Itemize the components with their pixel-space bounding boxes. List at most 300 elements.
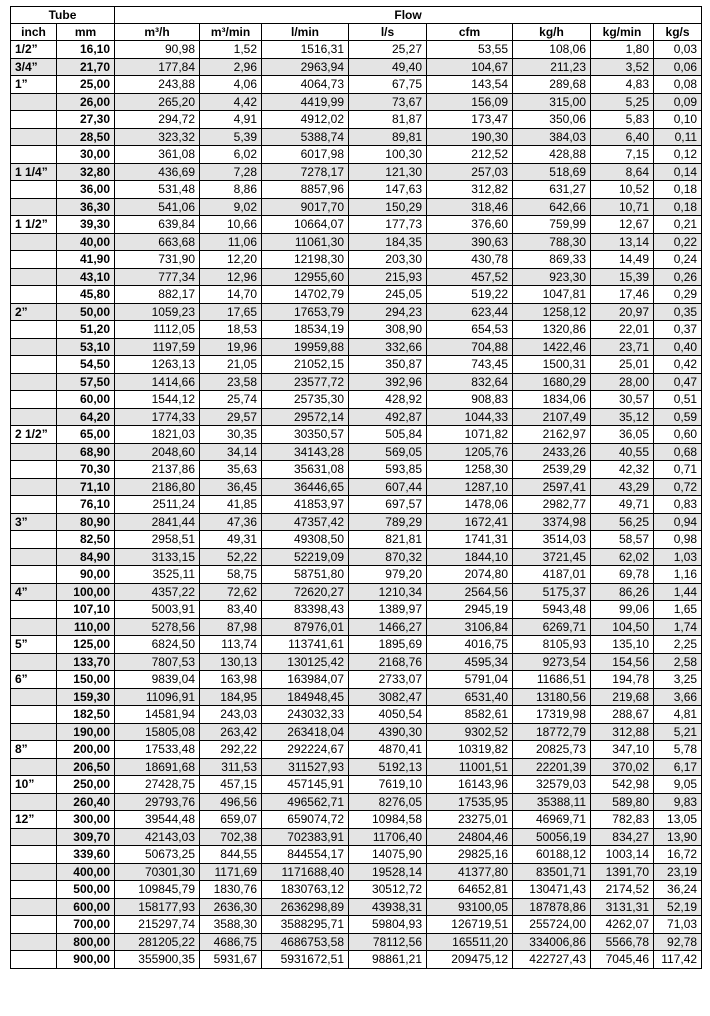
flow-value-cell: 9273,54 <box>513 653 591 671</box>
flow-value-cell: 53,55 <box>427 41 513 59</box>
flow-value-cell: 5943,48 <box>513 601 591 619</box>
flow-value-cell: 15805,08 <box>115 723 200 741</box>
flow-value-cell: 130471,43 <box>513 881 591 899</box>
flow-value-cell: 1,16 <box>654 566 702 584</box>
flow-value-cell: 10664,07 <box>262 216 349 234</box>
mm-cell: 339,60 <box>57 846 115 864</box>
inch-cell: 1/2” <box>11 41 57 59</box>
flow-value-cell: 265,20 <box>115 93 200 111</box>
flow-value-cell: 3133,15 <box>115 548 200 566</box>
flow-value-cell: 98861,21 <box>349 951 427 969</box>
inch-cell: 6” <box>11 671 57 689</box>
flow-value-cell: 4419,99 <box>262 93 349 111</box>
flow-value-cell: 11686,51 <box>513 671 591 689</box>
flow-value-cell: 8857,96 <box>262 181 349 199</box>
table-row <box>11 163 702 181</box>
table-row <box>11 811 702 829</box>
flow-value-cell: 184948,45 <box>262 688 349 706</box>
flow-value-cell: 1263,13 <box>115 356 200 374</box>
flow-value-cell: 215,93 <box>349 268 427 286</box>
flow-value-cell: 2168,76 <box>349 653 427 671</box>
table-row <box>11 391 702 409</box>
flow-value-cell: 58,75 <box>200 566 262 584</box>
flow-value-cell: 243032,33 <box>262 706 349 724</box>
table-row <box>11 916 702 934</box>
flow-value-cell: 20825,73 <box>513 741 591 759</box>
flow-value-cell: 72,62 <box>200 583 262 601</box>
flow-value-cell: 29825,16 <box>427 846 513 864</box>
flow-value-cell: 0,24 <box>654 251 702 269</box>
flow-value-cell: 289,68 <box>513 76 591 94</box>
inch-cell <box>11 496 57 514</box>
flow-value-cell: 2137,86 <box>115 461 200 479</box>
table-row <box>11 216 702 234</box>
flow-value-cell: 177,84 <box>115 58 200 76</box>
flow-value-cell: 34,14 <box>200 443 262 461</box>
flow-value-cell: 0,98 <box>654 531 702 549</box>
flow-value-cell: 2174,52 <box>591 881 654 899</box>
flow-value-cell: 631,27 <box>513 181 591 199</box>
flow-value-cell: 8276,05 <box>349 793 427 811</box>
flow-value-cell: 844554,17 <box>262 846 349 864</box>
flow-value-cell: 29,57 <box>200 408 262 426</box>
flow-value-cell: 87976,01 <box>262 618 349 636</box>
flow-value-cell: 25735,30 <box>262 391 349 409</box>
flow-value-cell: 13180,56 <box>513 688 591 706</box>
flow-value-cell: 2841,44 <box>115 513 200 531</box>
flow-value-cell: 21,05 <box>200 356 262 374</box>
flow-value-cell: 6531,40 <box>427 688 513 706</box>
flow-value-cell: 4187,01 <box>513 566 591 584</box>
inch-cell <box>11 933 57 951</box>
inch-cell: 1 1/4” <box>11 163 57 181</box>
flow-value-cell: 212,52 <box>427 146 513 164</box>
inch-cell: 8” <box>11 741 57 759</box>
inch-cell <box>11 531 57 549</box>
flow-value-cell: 72620,27 <box>262 583 349 601</box>
flow-value-cell: 10319,82 <box>427 741 513 759</box>
flow-value-cell: 83,40 <box>200 601 262 619</box>
flow-value-cell: 17653,79 <box>262 303 349 321</box>
flow-value-cell: 19528,14 <box>349 863 427 881</box>
mm-cell: 182,50 <box>57 706 115 724</box>
inch-cell <box>11 881 57 899</box>
flow-value-cell: 312,88 <box>591 723 654 741</box>
flow-value-cell: 16143,96 <box>427 776 513 794</box>
flow-value-cell: 29572,14 <box>262 408 349 426</box>
flow-value-cell: 281205,22 <box>115 933 200 951</box>
tube-group-header: Tube <box>11 7 115 24</box>
flow-value-cell: 6,40 <box>591 128 654 146</box>
inch-cell <box>11 653 57 671</box>
flow-value-cell: 659,07 <box>200 811 262 829</box>
flow-value-cell: 834,27 <box>591 828 654 846</box>
mm-cell: 800,00 <box>57 933 115 951</box>
inch-cell: 1 1/2” <box>11 216 57 234</box>
inch-cell <box>11 601 57 619</box>
table-row <box>11 706 702 724</box>
flow-value-cell: 17,65 <box>200 303 262 321</box>
flow-value-cell: 257,03 <box>427 163 513 181</box>
flow-value-cell: 1258,30 <box>427 461 513 479</box>
flow-value-cell: 14581,94 <box>115 706 200 724</box>
table-row <box>11 671 702 689</box>
flow-value-cell: 5566,78 <box>591 933 654 951</box>
flow-value-cell: 36,05 <box>591 426 654 444</box>
flow-value-cell: 22201,39 <box>513 758 591 776</box>
flow-value-cell: 100,30 <box>349 146 427 164</box>
table-row <box>11 321 702 339</box>
flow-value-cell: 5931,67 <box>200 951 262 969</box>
flow-value-cell: 4390,30 <box>349 723 427 741</box>
table-row <box>11 846 702 864</box>
flow-value-cell: 9017,70 <box>262 198 349 216</box>
mm-cell: 50,00 <box>57 303 115 321</box>
flow-value-cell: 308,90 <box>349 321 427 339</box>
table-row <box>11 233 702 251</box>
mm-cell: 71,10 <box>57 478 115 496</box>
inch-cell <box>11 846 57 864</box>
flow-value-cell: 4870,41 <box>349 741 427 759</box>
flow-value-cell: 14075,90 <box>349 846 427 864</box>
inch-cell <box>11 863 57 881</box>
mm-cell: 76,10 <box>57 496 115 514</box>
flow-value-cell: 2048,60 <box>115 443 200 461</box>
flow-value-cell: 496562,71 <box>262 793 349 811</box>
flow-value-cell: 1,52 <box>200 41 262 59</box>
flow-value-cell: 2597,41 <box>513 478 591 496</box>
flow-value-cell: 81,87 <box>349 111 427 129</box>
flow-value-cell: 0,03 <box>654 41 702 59</box>
flow-value-cell: 5,25 <box>591 93 654 111</box>
flow-value-cell: 34143,28 <box>262 443 349 461</box>
flow-value-cell: 2162,97 <box>513 426 591 444</box>
header-row-groups <box>11 7 702 24</box>
flow-value-cell: 1422,46 <box>513 338 591 356</box>
flow-value-cell: 35388,11 <box>513 793 591 811</box>
flow-value-cell: 1672,41 <box>427 513 513 531</box>
table-row <box>11 898 702 916</box>
flow-value-cell: 17535,95 <box>427 793 513 811</box>
flow-value-cell: 8,64 <box>591 163 654 181</box>
flow-value-cell: 743,45 <box>427 356 513 374</box>
flow-value-cell: 4,83 <box>591 76 654 94</box>
flow-value-cell: 117,42 <box>654 951 702 969</box>
inch-cell <box>11 951 57 969</box>
flow-value-cell: 6824,50 <box>115 636 200 654</box>
flow-value-cell: 41853,97 <box>262 496 349 514</box>
mm-cell: 27,30 <box>57 111 115 129</box>
flow-value-cell: 4016,75 <box>427 636 513 654</box>
flow-value-cell: 43938,31 <box>349 898 427 916</box>
mm-cell: 68,90 <box>57 443 115 461</box>
flow-value-cell: 1391,70 <box>591 863 654 881</box>
flow-value-cell: 13,14 <box>591 233 654 251</box>
flow-value-cell: 436,69 <box>115 163 200 181</box>
table-row <box>11 583 702 601</box>
mm-cell: 200,00 <box>57 741 115 759</box>
flow-value-cell: 7619,10 <box>349 776 427 794</box>
flow-value-cell: 2963,94 <box>262 58 349 76</box>
flow-value-cell: 211,23 <box>513 58 591 76</box>
mm-cell: 260,40 <box>57 793 115 811</box>
header-row-units <box>11 24 702 41</box>
table-row <box>11 723 702 741</box>
flow-value-cell: 0,11 <box>654 128 702 146</box>
inch-cell <box>11 181 57 199</box>
flow-value-cell: 355900,35 <box>115 951 200 969</box>
flow-value-cell: 62,02 <box>591 548 654 566</box>
flow-value-cell: 130,13 <box>200 653 262 671</box>
flow-value-cell: 56,25 <box>591 513 654 531</box>
mm-cell: 300,00 <box>57 811 115 829</box>
flow-value-cell: 69,78 <box>591 566 654 584</box>
flow-value-cell: 40,55 <box>591 443 654 461</box>
flow-value-cell: 542,98 <box>591 776 654 794</box>
flow-value-cell: 607,44 <box>349 478 427 496</box>
flow-value-cell: 7278,17 <box>262 163 349 181</box>
flow-value-cell: 4064,73 <box>262 76 349 94</box>
flow-value-cell: 654,53 <box>427 321 513 339</box>
flow-value-cell: 7,28 <box>200 163 262 181</box>
flow-value-cell: 60188,12 <box>513 846 591 864</box>
table-row <box>11 688 702 706</box>
flow-value-cell: 311527,93 <box>262 758 349 776</box>
flow-value-cell: 376,60 <box>427 216 513 234</box>
flow-value-cell: 292224,67 <box>262 741 349 759</box>
flow-value-cell: 187878,86 <box>513 898 591 916</box>
table-row <box>11 793 702 811</box>
flow-value-cell: 64652,81 <box>427 881 513 899</box>
flow-value-cell: 0,08 <box>654 76 702 94</box>
flow-value-cell: 47,36 <box>200 513 262 531</box>
flow-value-cell: 370,02 <box>591 758 654 776</box>
inch-cell: 2 1/2” <box>11 426 57 444</box>
flow-value-cell: 323,32 <box>115 128 200 146</box>
inch-cell <box>11 618 57 636</box>
flow-value-cell: 49,31 <box>200 531 262 549</box>
mm-column-header: mm <box>57 24 115 41</box>
flow-value-cell: 11061,30 <box>262 233 349 251</box>
inch-cell: 3/4” <box>11 58 57 76</box>
flow-group-header: Flow <box>115 7 702 24</box>
unit-column-header: cfm <box>427 24 513 41</box>
mm-cell: 57,50 <box>57 373 115 391</box>
flow-value-cell: 821,81 <box>349 531 427 549</box>
mm-cell: 90,00 <box>57 566 115 584</box>
flow-value-cell: 505,84 <box>349 426 427 444</box>
flow-value-cell: 104,50 <box>591 618 654 636</box>
flow-value-cell: 173,47 <box>427 111 513 129</box>
flow-value-cell: 7045,46 <box>591 951 654 969</box>
flow-value-cell: 147,63 <box>349 181 427 199</box>
mm-cell: 28,50 <box>57 128 115 146</box>
flow-value-cell: 78112,56 <box>349 933 427 951</box>
flow-value-cell: 49,40 <box>349 58 427 76</box>
flow-value-cell: 4912,02 <box>262 111 349 129</box>
flow-value-cell: 18772,79 <box>513 723 591 741</box>
flow-value-cell: 154,56 <box>591 653 654 671</box>
flow-value-cell: 1544,12 <box>115 391 200 409</box>
flow-value-cell: 288,67 <box>591 706 654 724</box>
flow-value-cell: 0,68 <box>654 443 702 461</box>
flow-value-cell: 639,84 <box>115 216 200 234</box>
flow-value-cell: 10,71 <box>591 198 654 216</box>
flow-value-cell: 731,90 <box>115 251 200 269</box>
flow-value-cell: 2636,30 <box>200 898 262 916</box>
flow-value-cell: 2958,51 <box>115 531 200 549</box>
flow-value-cell: 52,19 <box>654 898 702 916</box>
flow-value-cell: 24804,46 <box>427 828 513 846</box>
flow-value-cell: 659074,72 <box>262 811 349 829</box>
flow-value-cell: 10,66 <box>200 216 262 234</box>
flow-value-cell: 6017,98 <box>262 146 349 164</box>
flow-value-cell: 1834,06 <box>513 391 591 409</box>
flow-value-cell: 11001,51 <box>427 758 513 776</box>
flow-value-cell: 759,99 <box>513 216 591 234</box>
flow-value-cell: 908,83 <box>427 391 513 409</box>
flow-value-cell: 14,49 <box>591 251 654 269</box>
mm-cell: 43,10 <box>57 268 115 286</box>
flow-value-cell: 0,71 <box>654 461 702 479</box>
inch-cell: 1” <box>11 76 57 94</box>
flow-value-cell: 315,00 <box>513 93 591 111</box>
table-row <box>11 408 702 426</box>
flow-value-cell: 428,92 <box>349 391 427 409</box>
flow-value-cell: 35,12 <box>591 408 654 426</box>
inch-cell <box>11 321 57 339</box>
flow-value-cell: 1500,31 <box>513 356 591 374</box>
flow-value-cell: 126719,51 <box>427 916 513 934</box>
flow-value-cell: 0,12 <box>654 146 702 164</box>
unit-column-header: kg/s <box>654 24 702 41</box>
flow-value-cell: 0,83 <box>654 496 702 514</box>
flow-value-cell: 2511,24 <box>115 496 200 514</box>
flow-value-cell: 35631,08 <box>262 461 349 479</box>
flow-value-cell: 49308,50 <box>262 531 349 549</box>
table-row <box>11 128 702 146</box>
inch-cell <box>11 286 57 304</box>
flow-value-cell: 14,70 <box>200 286 262 304</box>
flow-value-cell: 30350,57 <box>262 426 349 444</box>
flow-value-cell: 25,74 <box>200 391 262 409</box>
flow-value-cell: 20,97 <box>591 303 654 321</box>
flow-conversion-table <box>10 6 702 969</box>
flow-value-cell: 1516,31 <box>262 41 349 59</box>
table-row <box>11 758 702 776</box>
inch-cell <box>11 391 57 409</box>
flow-value-cell: 3374,98 <box>513 513 591 531</box>
flow-value-cell: 5003,91 <box>115 601 200 619</box>
flow-value-cell: 11706,40 <box>349 828 427 846</box>
flow-value-cell: 318,46 <box>427 198 513 216</box>
flow-value-cell: 16,72 <box>654 846 702 864</box>
flow-value-cell: 21052,15 <box>262 356 349 374</box>
table-row <box>11 618 702 636</box>
flow-value-cell: 3131,31 <box>591 898 654 916</box>
flow-value-cell: 219,68 <box>591 688 654 706</box>
flow-value-cell: 0,60 <box>654 426 702 444</box>
flow-value-cell: 2636298,89 <box>262 898 349 916</box>
table-row <box>11 251 702 269</box>
mm-cell: 39,30 <box>57 216 115 234</box>
flow-value-cell: 27428,75 <box>115 776 200 794</box>
table-row <box>11 373 702 391</box>
flow-value-cell: 457145,91 <box>262 776 349 794</box>
flow-value-cell: 89,81 <box>349 128 427 146</box>
flow-value-cell: 35,63 <box>200 461 262 479</box>
flow-value-cell: 67,75 <box>349 76 427 94</box>
flow-value-cell: 428,88 <box>513 146 591 164</box>
flow-value-cell: 6269,71 <box>513 618 591 636</box>
flow-value-cell: 13,05 <box>654 811 702 829</box>
flow-value-cell: 58,57 <box>591 531 654 549</box>
mm-cell: 100,00 <box>57 583 115 601</box>
flow-value-cell: 163984,07 <box>262 671 349 689</box>
inch-cell <box>11 251 57 269</box>
flow-value-cell: 2,96 <box>200 58 262 76</box>
flow-value-cell: 6,17 <box>654 758 702 776</box>
flow-value-cell: 1774,33 <box>115 408 200 426</box>
table-row <box>11 863 702 881</box>
inch-cell: 3” <box>11 513 57 531</box>
flow-value-cell: 2982,77 <box>513 496 591 514</box>
mm-cell: 900,00 <box>57 951 115 969</box>
flow-value-cell: 17533,48 <box>115 741 200 759</box>
flow-value-cell: 9,05 <box>654 776 702 794</box>
flow-value-cell: 2433,26 <box>513 443 591 461</box>
flow-value-cell: 87,98 <box>200 618 262 636</box>
flow-value-cell: 5,39 <box>200 128 262 146</box>
mm-cell: 64,20 <box>57 408 115 426</box>
mm-cell: 84,90 <box>57 548 115 566</box>
mm-cell: 53,10 <box>57 338 115 356</box>
table-row <box>11 58 702 76</box>
flow-value-cell: 14702,79 <box>262 286 349 304</box>
flow-value-cell: 3,25 <box>654 671 702 689</box>
inch-cell <box>11 898 57 916</box>
flow-value-cell: 496,56 <box>200 793 262 811</box>
flow-value-cell: 531,48 <box>115 181 200 199</box>
flow-value-cell: 8,86 <box>200 181 262 199</box>
table-row <box>11 181 702 199</box>
flow-value-cell: 788,30 <box>513 233 591 251</box>
mm-cell: 36,30 <box>57 198 115 216</box>
mm-cell: 159,30 <box>57 688 115 706</box>
flow-value-cell: 1895,69 <box>349 636 427 654</box>
flow-value-cell: 0,21 <box>654 216 702 234</box>
flow-value-cell: 492,87 <box>349 408 427 426</box>
flow-value-cell: 4686753,58 <box>262 933 349 951</box>
flow-value-cell: 1844,10 <box>427 548 513 566</box>
mm-cell: 21,70 <box>57 58 115 76</box>
inch-cell <box>11 443 57 461</box>
flow-value-cell: 9,83 <box>654 793 702 811</box>
table-row <box>11 881 702 899</box>
mm-cell: 500,00 <box>57 881 115 899</box>
flow-value-cell: 541,06 <box>115 198 200 216</box>
inch-cell <box>11 233 57 251</box>
flow-value-cell: 697,57 <box>349 496 427 514</box>
mm-cell: 45,80 <box>57 286 115 304</box>
flow-value-cell: 1197,59 <box>115 338 200 356</box>
flow-value-cell: 1,03 <box>654 548 702 566</box>
table-row <box>11 111 702 129</box>
flow-value-cell: 3,52 <box>591 58 654 76</box>
mm-cell: 70,30 <box>57 461 115 479</box>
flow-value-cell: 43,29 <box>591 478 654 496</box>
inch-column-header: inch <box>11 24 57 41</box>
